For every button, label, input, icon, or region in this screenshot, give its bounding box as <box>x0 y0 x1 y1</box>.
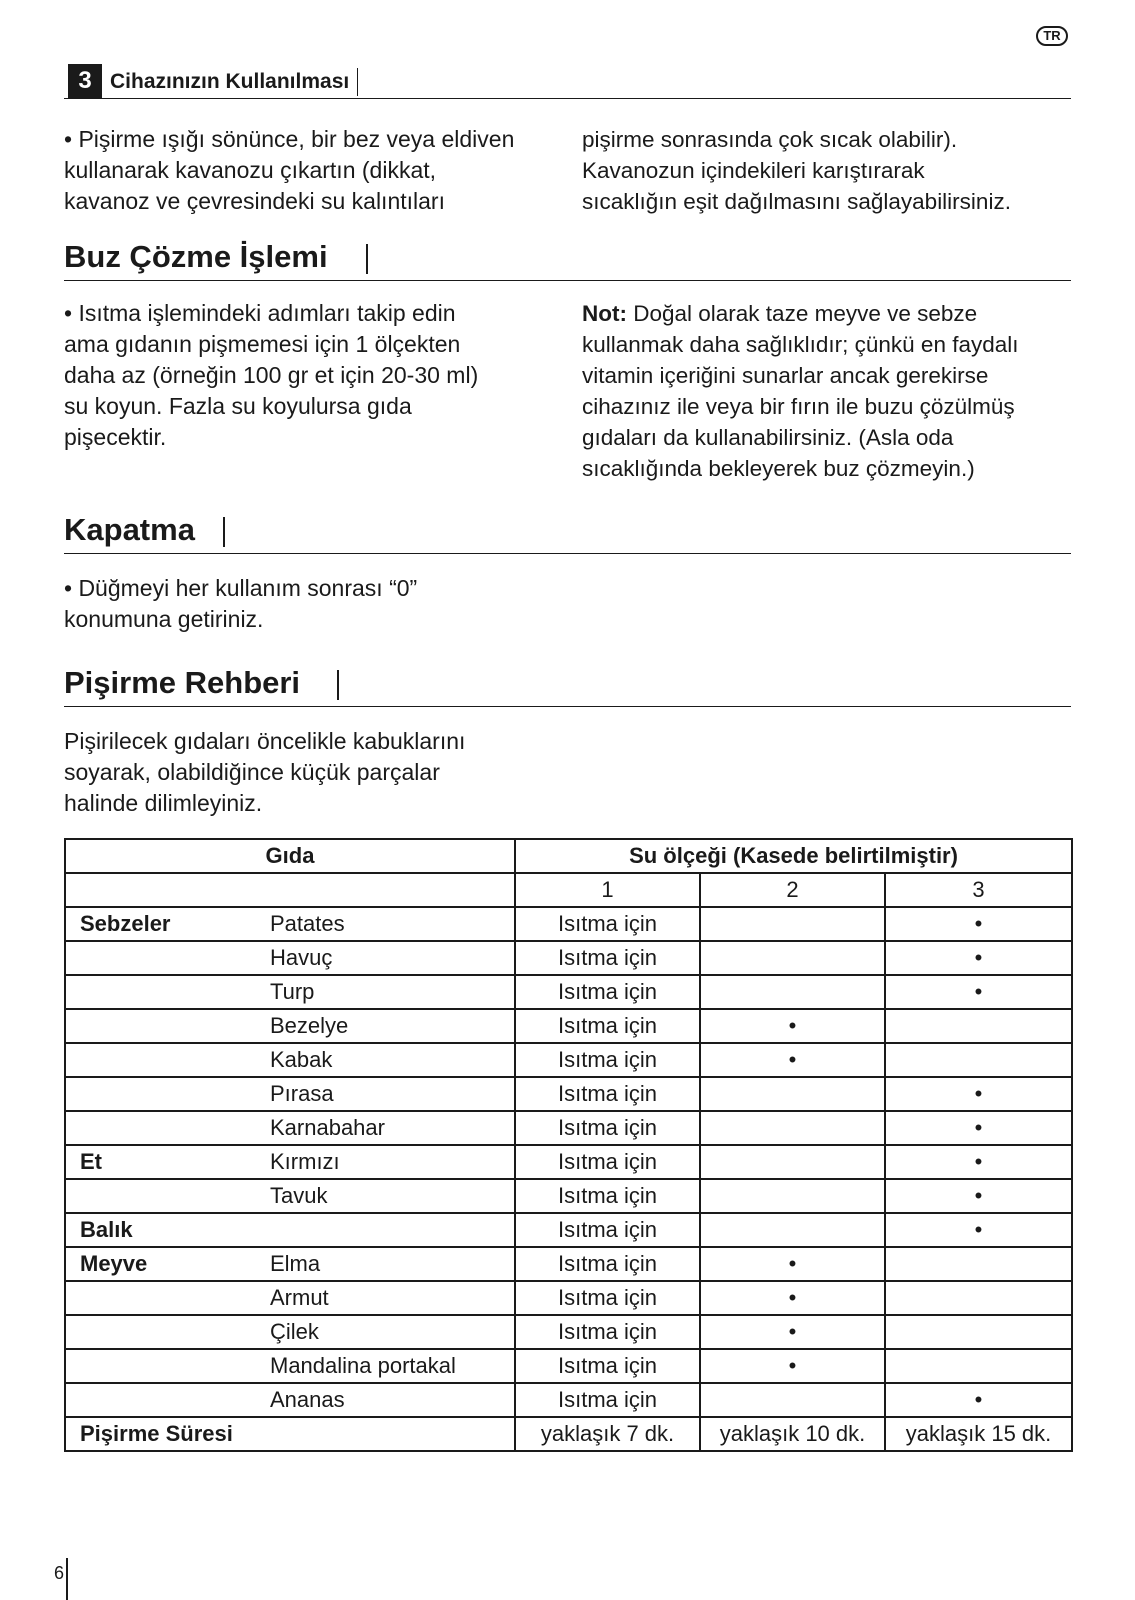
scale-3-cell <box>885 1349 1072 1383</box>
cooking-guide-table <box>64 838 1073 1452</box>
food-category: Meyve <box>80 1251 148 1276</box>
scale-3-cell <box>885 1247 1072 1281</box>
scale-2-cell: • <box>700 1349 885 1383</box>
food-item: Ananas <box>270 1387 345 1412</box>
text-line: gıdaları da kullanabilirsiniz. (Asla oda <box>582 425 954 450</box>
section-shutdown <box>64 509 1071 554</box>
scale-3-cell: • <box>885 907 1072 941</box>
footer-divider <box>66 1558 68 1600</box>
scale-2-cell: • <box>700 1009 885 1043</box>
scale-2-cell: • <box>700 1247 885 1281</box>
cooking-time-label-cell <box>65 1417 515 1451</box>
food-cell <box>65 1111 515 1145</box>
text-line: sıcaklığın eşit dağılmasını sağlayabilirsiniz. <box>582 189 1011 214</box>
table-body <box>65 839 1072 1451</box>
scale-3-cell <box>885 1043 1072 1077</box>
text-line: cihazınız ile veya bir fırın ile buzu çözülmüş <box>582 394 1015 419</box>
scale-3-cell: • <box>885 1179 1072 1213</box>
scale-3-cell <box>885 1281 1072 1315</box>
text-line: • Isıtma işlemindeki adımları takip edin <box>64 300 456 326</box>
chapter-number: 3 <box>68 64 102 98</box>
scale-1-cell: Isıtma için <box>515 1043 700 1077</box>
chapter-title: Cihazınızın Kullanılması <box>110 68 358 96</box>
scale-1-cell: Isıtma için <box>515 1145 700 1179</box>
food-cell <box>65 975 515 1009</box>
scale-1-cell: Isıtma için <box>515 1383 700 1417</box>
scale-3-cell: • <box>885 1145 1072 1179</box>
food-cell <box>65 1179 515 1213</box>
food-item: Pırasa <box>270 1081 334 1106</box>
scale-2-cell <box>700 1383 885 1417</box>
table-row <box>65 1213 1072 1247</box>
scale-2-cell <box>700 1179 885 1213</box>
table-row <box>65 1145 1072 1179</box>
text-line: Pişirilecek gıdaları öncelikle kabuklarını <box>64 728 466 754</box>
title-divider <box>366 244 368 274</box>
food-cell <box>65 1383 515 1417</box>
food-cell <box>65 907 515 941</box>
scale-3-cell: • <box>885 1077 1072 1111</box>
scale-2: 2 <box>700 873 885 907</box>
cooking-time-2: yaklaşık 10 dk. <box>700 1417 885 1451</box>
intro-right-paragraph <box>582 124 1072 217</box>
table-scale-row <box>65 873 1072 907</box>
food-item: Tavuk <box>270 1183 328 1208</box>
food-category: Sebzeler <box>80 911 171 936</box>
text-line: vitamin içeriğini sunarlar ancak gerekirse <box>582 363 989 388</box>
defrost-note-paragraph <box>582 298 1072 484</box>
food-cell <box>65 1145 515 1179</box>
section-cooking-guide <box>64 662 1071 707</box>
text-line: sıcaklığında bekleyerek buz çözmeyin.) <box>582 456 975 481</box>
table-row <box>65 1077 1072 1111</box>
note-text: Doğal olarak taze meyve ve sebze <box>626 301 978 326</box>
scale-2-cell <box>700 1213 885 1247</box>
scale-1-cell: Isıtma için <box>515 1213 700 1247</box>
scale-2-cell <box>700 941 885 975</box>
scale-1-cell: Isıtma için <box>515 1077 700 1111</box>
text-line: • Pişirme ışığı sönünce, bir bez veya eldiven <box>64 126 515 152</box>
empty-cell <box>65 873 515 907</box>
cooking-time-label: Pişirme Süresi <box>80 1421 233 1446</box>
scale-3-cell: • <box>885 1111 1072 1145</box>
scale-3-cell: • <box>885 1213 1072 1247</box>
table-header-row <box>65 839 1072 873</box>
section-title-shutdown: Kapatma <box>64 512 195 547</box>
food-cell <box>65 1247 515 1281</box>
defrost-left-paragraph <box>64 298 564 453</box>
table-row <box>65 1179 1072 1213</box>
cooking-time-3: yaklaşık 15 dk. <box>885 1417 1072 1451</box>
food-cell <box>65 1281 515 1315</box>
scale-3-cell: • <box>885 941 1072 975</box>
food-cell <box>65 1043 515 1077</box>
scale-2-cell <box>700 975 885 1009</box>
scale-1: 1 <box>515 873 700 907</box>
table-row <box>65 1111 1072 1145</box>
scale-3-cell: • <box>885 1383 1072 1417</box>
intro-left-paragraph <box>64 124 554 217</box>
text-line: Kavanozun içindekileri karıştırarak <box>582 158 925 183</box>
text-line: halinde dilimleyiniz. <box>64 790 263 816</box>
food-cell <box>65 941 515 975</box>
scale-3-cell <box>885 1009 1072 1043</box>
table-row <box>65 907 1072 941</box>
food-cell <box>65 1315 515 1349</box>
language-badge: TR <box>1036 26 1068 46</box>
scale-2-cell: • <box>700 1315 885 1349</box>
food-item: Mandalina portakal <box>270 1353 456 1378</box>
scale-1-cell: Isıtma için <box>515 1315 700 1349</box>
scale-1-cell: Isıtma için <box>515 975 700 1009</box>
table-row <box>65 1383 1072 1417</box>
table-row <box>65 1043 1072 1077</box>
note-label: Not: <box>582 301 627 326</box>
scale-2-cell: • <box>700 1281 885 1315</box>
scale-2-cell <box>700 907 885 941</box>
food-item: Armut <box>270 1285 329 1310</box>
food-item: Kırmızı <box>270 1149 340 1174</box>
food-cell <box>65 1349 515 1383</box>
scale-2-cell: • <box>700 1043 885 1077</box>
text-line: pişecektir. <box>64 424 167 450</box>
scale-1-cell: Isıtma için <box>515 1111 700 1145</box>
scale-2-cell <box>700 1077 885 1111</box>
text-line <box>582 298 1072 329</box>
food-cell <box>65 1213 515 1247</box>
header-food: Gıda <box>65 839 515 873</box>
text-line: pişirme sonrasında çok sıcak olabilir). <box>582 127 958 152</box>
food-category: Balık <box>80 1217 133 1242</box>
page-number: 6 <box>54 1563 65 1583</box>
food-cell <box>65 1009 515 1043</box>
cooking-time-1: yaklaşık 7 dk. <box>515 1417 700 1451</box>
table-row <box>65 1009 1072 1043</box>
text-line: soyarak, olabildiğince küçük parçalar <box>64 759 440 785</box>
scale-1-cell: Isıtma için <box>515 1247 700 1281</box>
food-item: Kabak <box>270 1047 333 1072</box>
shutdown-paragraph <box>64 573 564 635</box>
scale-3-cell <box>885 1315 1072 1349</box>
cooking-time-row <box>65 1417 1072 1451</box>
scale-3: 3 <box>885 873 1072 907</box>
food-category: Et <box>80 1149 102 1174</box>
food-item: Elma <box>270 1251 321 1276</box>
text-line: ama gıdanın pişmemesi için 1 ölçekten <box>64 331 461 357</box>
section-title-defrost: Buz Çözme İşlemi <box>64 239 328 274</box>
scale-3-cell: • <box>885 975 1072 1009</box>
section-defrost <box>64 236 1071 281</box>
title-divider <box>223 517 225 547</box>
table-row <box>65 1281 1072 1315</box>
food-item: Havuç <box>270 945 333 970</box>
text-line: kullanmak daha sağlıklıdır; çünkü en faydalı <box>582 332 1019 357</box>
scale-1-cell: Isıtma için <box>515 1179 700 1213</box>
food-item: Karnabahar <box>270 1115 385 1140</box>
chapter-header <box>64 64 1071 99</box>
table-row <box>65 1349 1072 1383</box>
food-item: Patates <box>270 911 345 936</box>
table-row <box>65 941 1072 975</box>
table-row <box>65 1247 1072 1281</box>
table-row <box>65 975 1072 1009</box>
scale-1-cell: Isıtma için <box>515 1349 700 1383</box>
scale-2-cell <box>700 1111 885 1145</box>
scale-1-cell: Isıtma için <box>515 1009 700 1043</box>
text-line: su koyun. Fazla su koyulursa gıda <box>64 393 412 419</box>
text-line: • Düğmeyi her kullanım sonrası “0” <box>64 575 418 601</box>
text-line: daha az (örneğin 100 gr et için 20-30 ml) <box>64 362 479 388</box>
food-cell <box>65 1077 515 1111</box>
section-title-cooking-guide: Pişirme Rehberi <box>64 665 301 700</box>
scale-1-cell: Isıtma için <box>515 1281 700 1315</box>
scale-2-cell <box>700 1145 885 1179</box>
food-item: Çilek <box>270 1319 319 1344</box>
food-item: Turp <box>270 979 315 1004</box>
guide-intro-paragraph <box>64 726 604 819</box>
text-line: konumuna getiriniz. <box>64 606 264 632</box>
text-line: kavanoz ve çevresindeki su kalıntıları <box>64 188 445 214</box>
text-line: kullanarak kavanozu çıkartın (dikkat, <box>64 157 437 183</box>
table-row <box>65 1315 1072 1349</box>
title-divider <box>337 670 339 700</box>
scale-1-cell: Isıtma için <box>515 941 700 975</box>
scale-1-cell: Isıtma için <box>515 907 700 941</box>
header-water-scale: Su ölçeği (Kasede belirtilmiştir) <box>515 839 1072 873</box>
food-item: Bezelye <box>270 1013 349 1038</box>
